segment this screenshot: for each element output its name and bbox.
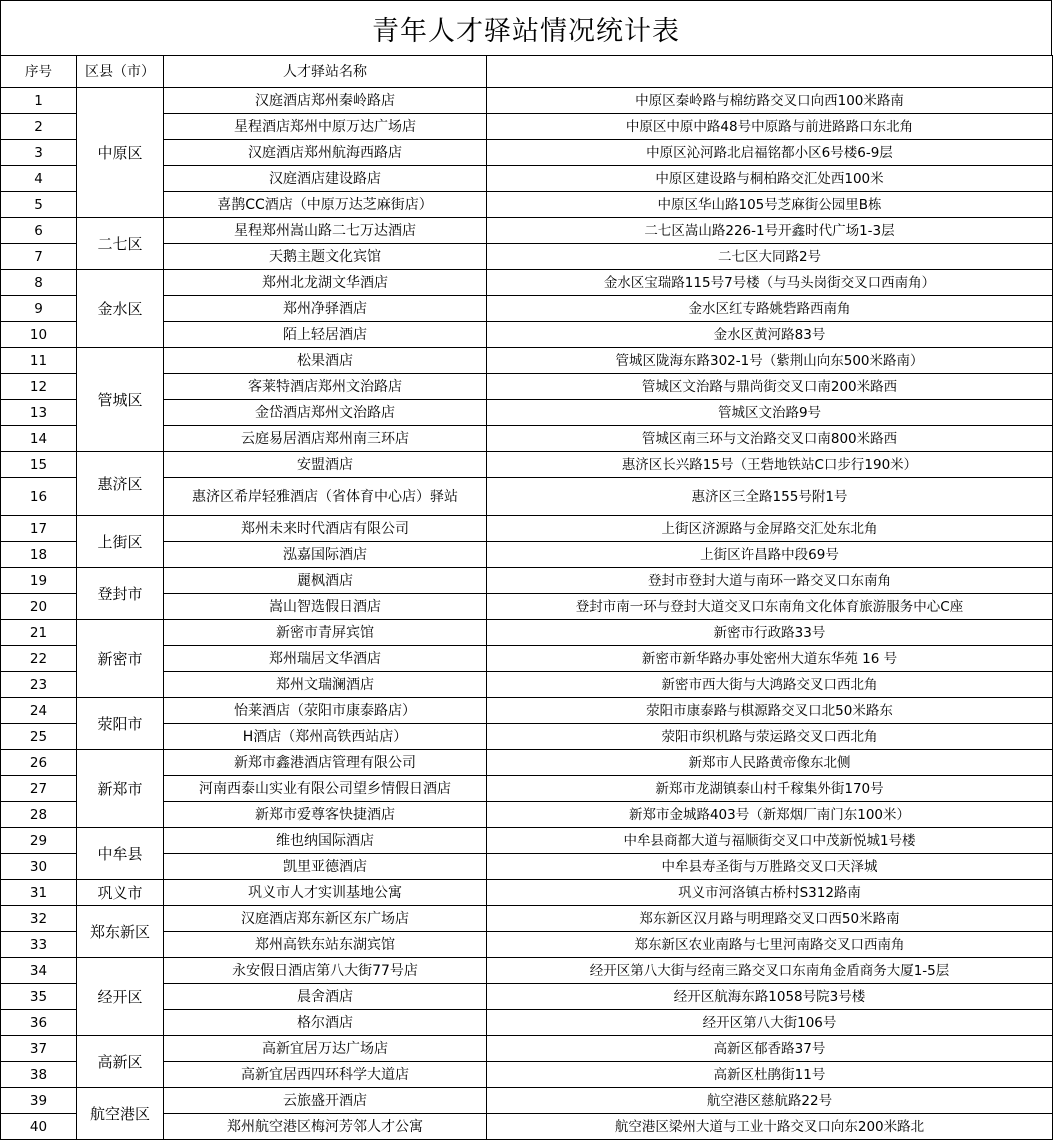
cell-station-name[interactable]: 永安假日酒店第八大街77号店 — [164, 958, 487, 984]
cell-address[interactable]: 荥阳市康泰路与棋源路交叉口北50米路东 — [487, 698, 1053, 724]
cell-seq[interactable]: 38 — [1, 1062, 77, 1088]
cell-station-name[interactable]: 郑州未来时代酒店有限公司 — [164, 516, 487, 542]
cell-address[interactable]: 航空港区慈航路22号 — [487, 1088, 1053, 1114]
cell-seq[interactable]: 35 — [1, 984, 77, 1010]
cell-station-name[interactable]: 喜鹊CC酒店（中原万达芝麻街店） — [164, 192, 487, 218]
cell-seq[interactable]: 14 — [1, 426, 77, 452]
cell-address[interactable]: 经开区第八大街106号 — [487, 1010, 1053, 1036]
cell-district[interactable]: 上街区 — [77, 516, 164, 568]
cell-address[interactable]: 郑东新区农业南路与七里河南路交叉口西南角 — [487, 932, 1053, 958]
cell-address[interactable]: 二七区大同路2号 — [487, 244, 1053, 270]
cell-address[interactable]: 上街区许昌路中段69号 — [487, 542, 1053, 568]
cell-station-name[interactable]: 星程酒店郑州中原万达广场店 — [164, 114, 487, 140]
cell-address[interactable]: 管城区文治路与鼎尚街交叉口南200米路西 — [487, 374, 1053, 400]
cell-address[interactable]: 金水区红专路姚砦路西南角 — [487, 296, 1053, 322]
cell-address[interactable]: 中原区秦岭路与棉纺路交叉口向西100米路南 — [487, 88, 1053, 114]
cell-district[interactable]: 经开区 — [77, 958, 164, 1036]
table-row — [1, 750, 1053, 776]
cell-address[interactable]: 二七区嵩山路226-1号开鑫时代广场1-3层 — [487, 218, 1053, 244]
cell-seq[interactable]: 33 — [1, 932, 77, 958]
table-row — [1, 218, 1053, 244]
cell-station-name[interactable]: 客莱特酒店郑州文治路店 — [164, 374, 487, 400]
cell-station-name[interactable]: 金岱酒店郑州文治路店 — [164, 400, 487, 426]
cell-station-name[interactable]: 汉庭酒店郑东新区东广场店 — [164, 906, 487, 932]
cell-seq[interactable]: 7 — [1, 244, 77, 270]
cell-station-name[interactable]: 新郑市爱尊客快捷酒店 — [164, 802, 487, 828]
cell-seq[interactable]: 34 — [1, 958, 77, 984]
cell-seq[interactable]: 31 — [1, 880, 77, 906]
cell-seq[interactable]: 26 — [1, 750, 77, 776]
cell-address[interactable]: 中原区华山路105号芝麻街公园里B栋 — [487, 192, 1053, 218]
cell-station-name[interactable]: 河南西泰山实业有限公司望乡情假日酒店 — [164, 776, 487, 802]
cell-address[interactable]: 金水区黄河路83号 — [487, 322, 1053, 348]
table-row — [1, 1036, 1053, 1062]
cell-station-name[interactable]: 郑州瑞居文华酒店 — [164, 646, 487, 672]
cell-address[interactable]: 经开区航海东路1058号院3号楼 — [487, 984, 1053, 1010]
header-row — [1, 56, 1053, 88]
cell-seq[interactable]: 1 — [1, 88, 77, 114]
cell-district[interactable]: 金水区 — [77, 270, 164, 348]
cell-address[interactable]: 中原区沁河路北启福铭都小区6号楼6-9层 — [487, 140, 1053, 166]
cell-station-name[interactable]: 晨舍酒店 — [164, 984, 487, 1010]
header-name[interactable]: 人才驿站名称 — [164, 56, 487, 88]
table-row — [1, 270, 1053, 296]
cell-station-name[interactable]: H酒店（郑州高铁西站店） — [164, 724, 487, 750]
cell-seq[interactable]: 27 — [1, 776, 77, 802]
cell-station-name[interactable]: 郑州高铁东站东湖宾馆 — [164, 932, 487, 958]
cell-district[interactable]: 荥阳市 — [77, 698, 164, 750]
table-row — [1, 828, 1053, 854]
station-table — [0, 55, 1053, 1140]
cell-seq[interactable]: 8 — [1, 270, 77, 296]
cell-seq[interactable]: 39 — [1, 1088, 77, 1114]
cell-station-name[interactable]: 新郑市鑫港酒店管理有限公司 — [164, 750, 487, 776]
table-title: 青年人才驿站情况统计表 — [0, 0, 1052, 56]
cell-seq[interactable]: 29 — [1, 828, 77, 854]
cell-district[interactable]: 中原区 — [77, 88, 164, 218]
cell-seq[interactable]: 40 — [1, 1114, 77, 1140]
cell-station-name[interactable]: 格尔酒店 — [164, 1010, 487, 1036]
cell-station-name[interactable]: 云旅盛开酒店 — [164, 1088, 487, 1114]
cell-seq[interactable]: 11 — [1, 348, 77, 374]
table-row — [1, 88, 1053, 114]
cell-station-name[interactable]: 怡莱酒店（荥阳市康泰路店） — [164, 698, 487, 724]
table-row — [1, 1088, 1053, 1114]
cell-address[interactable]: 高新区杜鹃街11号 — [487, 1062, 1053, 1088]
cell-station-name[interactable]: 汉庭酒店郑州航海西路店 — [164, 140, 487, 166]
header-district[interactable]: 区县（市） — [77, 56, 164, 88]
cell-address[interactable]: 郑东新区汉月路与明理路交叉口西50米路南 — [487, 906, 1053, 932]
cell-district[interactable]: 登封市 — [77, 568, 164, 620]
cell-address[interactable]: 新密市西大街与大鸿路交叉口西北角 — [487, 672, 1053, 698]
cell-seq[interactable]: 10 — [1, 322, 77, 348]
cell-address[interactable]: 新密市新华路办事处密州大道东华苑 16 号 — [487, 646, 1053, 672]
table-row — [1, 568, 1053, 594]
cell-station-name[interactable]: 郑州航空港区梅河芳邻人才公寓 — [164, 1114, 487, 1140]
cell-station-name[interactable]: 维也纳国际酒店 — [164, 828, 487, 854]
cell-seq[interactable]: 30 — [1, 854, 77, 880]
cell-station-name[interactable]: 高新宜居万达广场店 — [164, 1036, 487, 1062]
cell-district[interactable]: 巩义市 — [77, 880, 164, 906]
cell-address[interactable]: 经开区第八大街与经南三路交叉口东南角金盾商务大厦1-5层 — [487, 958, 1053, 984]
cell-seq[interactable]: 22 — [1, 646, 77, 672]
cell-seq[interactable]: 20 — [1, 594, 77, 620]
cell-address[interactable]: 上街区济源路与金屏路交汇处东北角 — [487, 516, 1053, 542]
cell-seq[interactable]: 5 — [1, 192, 77, 218]
cell-station-name[interactable]: 麗枫酒店 — [164, 568, 487, 594]
table-row — [1, 452, 1053, 478]
cell-seq[interactable]: 9 — [1, 296, 77, 322]
cell-seq[interactable]: 15 — [1, 452, 77, 478]
header-seq[interactable]: 序号 — [1, 56, 77, 88]
cell-address[interactable]: 巩义市河洛镇古桥村S312路南 — [487, 880, 1053, 906]
cell-address[interactable]: 金水区宝瑞路115号7号楼（与马头岗街交叉口西南角） — [487, 270, 1053, 296]
cell-seq[interactable]: 2 — [1, 114, 77, 140]
cell-address[interactable]: 荥阳市织机路与荥运路交叉口西北角 — [487, 724, 1053, 750]
cell-station-name[interactable]: 新密市青屏宾馆 — [164, 620, 487, 646]
cell-address[interactable]: 新郑市人民路黄帝像东北侧 — [487, 750, 1053, 776]
cell-station-name[interactable]: 泓嘉国际酒店 — [164, 542, 487, 568]
table-row — [1, 698, 1053, 724]
cell-address[interactable]: 管城区文治路9号 — [487, 400, 1053, 426]
cell-address[interactable]: 航空港区梁州大道与工业十路交叉口向东200米路北 — [487, 1114, 1053, 1140]
cell-address[interactable]: 登封市登封大道与南环一路交叉口东南角 — [487, 568, 1053, 594]
cell-district[interactable]: 高新区 — [77, 1036, 164, 1088]
cell-station-name[interactable]: 高新宜居西四环科学大道店 — [164, 1062, 487, 1088]
cell-station-name[interactable]: 汉庭酒店建设路店 — [164, 166, 487, 192]
cell-seq[interactable]: 12 — [1, 374, 77, 400]
cell-seq[interactable]: 6 — [1, 218, 77, 244]
cell-seq[interactable]: 36 — [1, 1010, 77, 1036]
cell-station-name[interactable]: 陌上轻居酒店 — [164, 322, 487, 348]
cell-station-name[interactable]: 云庭易居酒店郑州南三环店 — [164, 426, 487, 452]
cell-address[interactable]: 中原区中原中路48号中原路与前进路路口东北角 — [487, 114, 1053, 140]
cell-district[interactable]: 惠济区 — [77, 452, 164, 516]
cell-district[interactable]: 新密市 — [77, 620, 164, 698]
table-row — [1, 516, 1053, 542]
cell-district[interactable]: 二七区 — [77, 218, 164, 270]
cell-address[interactable]: 中原区建设路与桐柏路交汇处西100米 — [487, 166, 1053, 192]
cell-station-name[interactable]: 嵩山智选假日酒店 — [164, 594, 487, 620]
cell-seq[interactable]: 23 — [1, 672, 77, 698]
cell-station-name[interactable]: 巩义市人才实训基地公寓 — [164, 880, 487, 906]
cell-seq[interactable]: 17 — [1, 516, 77, 542]
cell-address[interactable]: 中牟县商都大道与福顺街交叉口中茂新悦城1号楼 — [487, 828, 1053, 854]
cell-seq[interactable]: 32 — [1, 906, 77, 932]
cell-district[interactable]: 新郑市 — [77, 750, 164, 828]
table-row — [1, 620, 1053, 646]
cell-seq[interactable]: 19 — [1, 568, 77, 594]
cell-district[interactable]: 航空港区 — [77, 1088, 164, 1140]
cell-station-name[interactable]: 松果酒店 — [164, 348, 487, 374]
cell-station-name[interactable]: 安盟酒店 — [164, 452, 487, 478]
cell-district[interactable]: 中牟县 — [77, 828, 164, 880]
cell-seq[interactable]: 28 — [1, 802, 77, 828]
cell-seq[interactable]: 24 — [1, 698, 77, 724]
cell-address[interactable]: 登封市南一环与登封大道交叉口东南角文化体育旅游服务中心C座 — [487, 594, 1053, 620]
cell-address[interactable]: 中牟县寿圣街与万胜路交叉口天泽城 — [487, 854, 1053, 880]
cell-station-name[interactable]: 星程郑州嵩山路二七万达酒店 — [164, 218, 487, 244]
cell-address[interactable]: 高新区郁香路37号 — [487, 1036, 1053, 1062]
header-address[interactable] — [487, 56, 1053, 88]
cell-address[interactable]: 管城区南三环与文治路交叉口南800米路西 — [487, 426, 1053, 452]
table-row — [1, 348, 1053, 374]
cell-station-name[interactable]: 郑州净驿酒店 — [164, 296, 487, 322]
cell-address[interactable]: 管城区陇海东路302-1号（紫荆山向东500米路南） — [487, 348, 1053, 374]
cell-station-name[interactable]: 郑州文瑞澜酒店 — [164, 672, 487, 698]
table-row — [1, 880, 1053, 906]
table-row — [1, 958, 1053, 984]
cell-seq[interactable]: 13 — [1, 400, 77, 426]
cell-station-name[interactable]: 凯里亚德酒店 — [164, 854, 487, 880]
cell-seq[interactable]: 21 — [1, 620, 77, 646]
cell-station-name[interactable]: 汉庭酒店郑州秦岭路店 — [164, 88, 487, 114]
cell-address[interactable]: 惠济区长兴路15号（王砦地铁站C口步行190米） — [487, 452, 1053, 478]
cell-station-name[interactable]: 天鹅主题文化宾馆 — [164, 244, 487, 270]
cell-district[interactable]: 郑东新区 — [77, 906, 164, 958]
cell-station-name[interactable]: 郑州北龙湖文华酒店 — [164, 270, 487, 296]
cell-seq[interactable]: 37 — [1, 1036, 77, 1062]
cell-address[interactable]: 新郑市龙湖镇泰山村千稼集外街170号 — [487, 776, 1053, 802]
cell-station-name[interactable]: 惠济区希岸轻雅酒店（省体育中心店）驿站 — [164, 478, 487, 516]
cell-address[interactable]: 惠济区三全路155号附1号 — [487, 478, 1053, 516]
cell-district[interactable]: 管城区 — [77, 348, 164, 452]
cell-address[interactable]: 新密市行政路33号 — [487, 620, 1053, 646]
cell-seq[interactable]: 16 — [1, 478, 77, 516]
cell-seq[interactable]: 25 — [1, 724, 77, 750]
cell-seq[interactable]: 18 — [1, 542, 77, 568]
cell-seq[interactable]: 4 — [1, 166, 77, 192]
cell-address[interactable]: 新郑市金城路403号（新郑烟厂南门东100米） — [487, 802, 1053, 828]
table-row — [1, 906, 1053, 932]
cell-seq[interactable]: 3 — [1, 140, 77, 166]
